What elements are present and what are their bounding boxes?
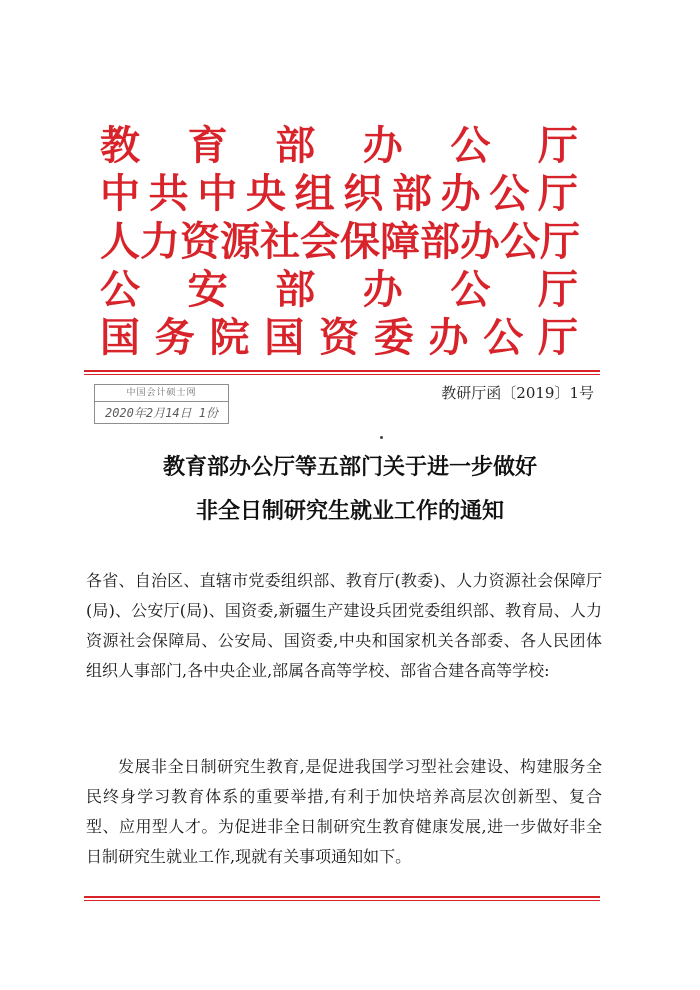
issuer-char: 办 [428,314,469,361]
issuer-char: 办 [460,218,500,265]
issuer-char: 务 [154,314,195,361]
issuer-char: 公 [500,218,540,265]
issuer-char: 公 [100,266,140,313]
issuer-char: 保 [340,218,380,265]
issuer-char: 办 [440,170,481,217]
header-red-rule-thin [84,374,600,375]
issuer-char: 会 [300,218,340,265]
issuer-char: 办 [362,122,403,169]
body-paragraph: 发展非全日制研究生教育,是促进我国学习型社会建设、构建服务全民终身学习教育体系的重要举措,有利于加快培养高层次创新型、复合型、应用型人才。为促进非全日制研究生教育健康发展,进一步做好非全日制研究生就业工作,现就有关事项通知如下。 [86,757,602,866]
issuer-char: 部 [275,122,316,169]
stamp-org-text: 中国会计硕士网 [95,385,228,402]
issuer-char: 厅 [538,314,578,361]
issuer-char: 社 [260,218,300,265]
issuer-char: 育 [187,122,228,169]
issuer-line-1 [100,122,578,170]
issuer-char: 共 [148,170,189,217]
issuer-char: 办 [362,266,403,313]
issuer-char: 公 [483,314,524,361]
issuer-line-3 [100,218,578,266]
document-title-line-1: 教育部办公厅等五部门关于进一步做好 [162,454,537,480]
issuer-char: 人 [100,218,140,265]
issuer-line-4 [100,266,578,314]
issuer-char: 组 [294,170,335,217]
issuer-char: 国 [264,314,305,361]
stamp-date-text: 2020年2月14日 1份 [104,406,219,420]
issuer-char: 委 [373,314,414,361]
issuer-char: 资 [180,218,220,265]
issuer-char: 厅 [537,122,578,169]
issuer-char: 厅 [540,218,580,265]
issuer-char: 教 [100,122,140,169]
issuer-char: 中 [197,170,238,217]
document-number: 教研厅函〔2019〕1号 [441,384,594,402]
issuer-char: 厅 [537,170,578,217]
issuer-char: 力 [140,218,180,265]
issuer-char: 源 [220,218,260,265]
issuer-char: 中 [100,170,140,217]
issuer-line-2 [100,170,578,218]
issuer-char: 公 [489,170,530,217]
issuer-char: 公 [450,122,491,169]
issuer-char: 障 [380,218,420,265]
issuer-char: 安 [187,266,228,313]
document-title-line-2: 非全日制研究生就业工作的通知 [195,498,504,524]
issuer-char: 厅 [537,266,578,313]
recipients-paragraph: 各省、自治区、直辖市党委组织部、教育厅(教委)、人力资源社会保障厅(局)、公安厅(局)、国资委,新疆生产建设兵团党委组织部、教育局、人力资源社会保障局、公安局、国资委,中央和国家机关各部委、各人民团体组织人事部门,各中央企业,部属各高等学校、部省合建各高等学校: [86,571,602,680]
issuer-char: 织 [343,170,384,217]
issuer-char: 部 [420,218,460,265]
receipt-stamp [94,384,229,424]
footer-red-rule [84,896,600,898]
issuer-char: 资 [319,314,359,361]
issuer-char: 部 [275,266,316,313]
issuer-char: 公 [450,266,491,313]
header-red-rule [84,370,600,372]
issuer-char: 央 [245,170,286,217]
speck [380,436,383,439]
issuer-line-5 [100,314,578,362]
issuer-char: 院 [209,314,250,361]
issuer-char: 部 [391,170,432,217]
footer-red-rule-thin [84,900,600,901]
issuer-char: 国 [100,314,140,361]
